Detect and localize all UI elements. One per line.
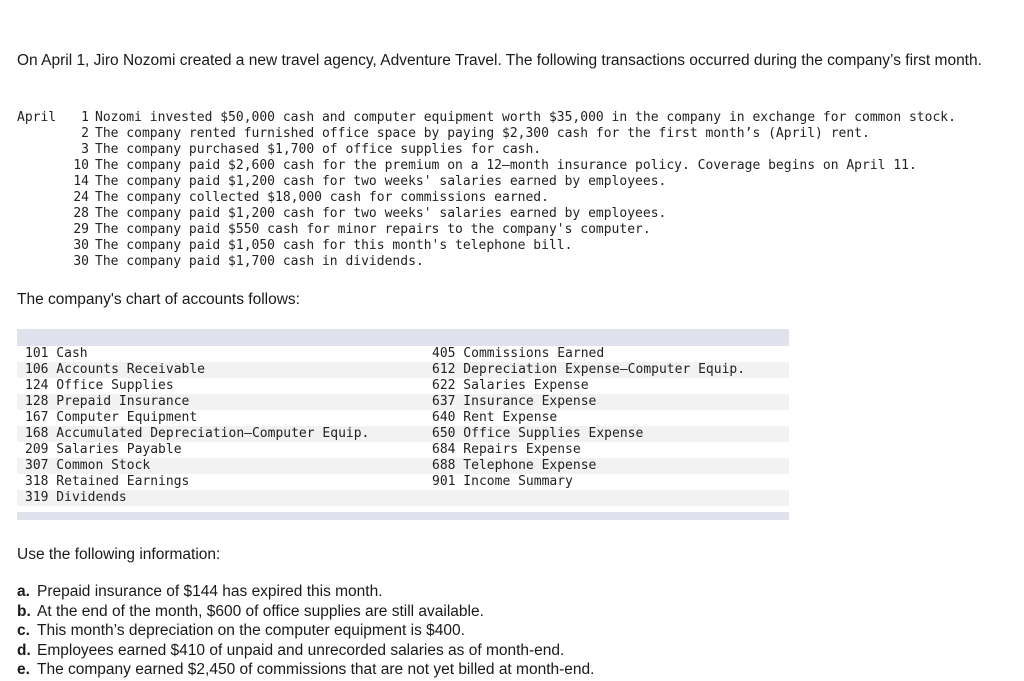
list-item: [17, 602, 594, 622]
account-left: 209 Salaries Payable: [25, 442, 182, 457]
item-text: This month’s depreciation on the computer equipment is $400.: [37, 622, 465, 639]
item-letter: b.: [17, 602, 31, 620]
item-text: The company earned $2,450 of commissions that are not yet billed at month-end.: [37, 661, 595, 678]
item-text: Employees earned $410 of unpaid and unrecorded salaries as of month-end.: [37, 641, 565, 659]
chart-of-accounts-table: [17, 329, 789, 520]
transaction-text: The company purchased $1,700 of office supplies for cash.: [95, 142, 542, 157]
transaction-text: The company rented furnished office space by paying $2,300 cash for the first month’s (April) rent.: [95, 126, 870, 141]
transaction-day: 28: [73, 206, 89, 221]
account-left: 124 Office Supplies: [25, 378, 174, 393]
account-right: 684 Repairs Expense: [432, 442, 581, 457]
transaction-row: [17, 206, 956, 222]
transaction-row: [17, 190, 956, 206]
account-left: 318 Retained Earnings: [25, 474, 190, 489]
table-row: [17, 410, 789, 426]
transaction-day: 24: [73, 190, 89, 205]
transaction-month: April: [17, 110, 57, 125]
account-left: 319 Dividends: [25, 490, 127, 505]
transaction-day: 29: [73, 222, 89, 237]
account-left: 128 Prepaid Insurance: [25, 394, 190, 409]
item-letter: a.: [17, 583, 30, 600]
item-text: At the end of the month, $600 of office supplies are still available.: [37, 602, 484, 620]
transaction-text: The company paid $1,200 cash for two weeks' salaries earned by employees.: [95, 174, 667, 189]
account-left: 106 Accounts Receivable: [25, 362, 206, 377]
table-footer-bar: [17, 512, 789, 520]
table-row: [17, 490, 789, 506]
transaction-day: 2: [81, 126, 89, 141]
chart-of-accounts-heading: The company's chart of accounts follows:: [17, 291, 300, 308]
transaction-day: 30: [73, 254, 89, 269]
transaction-row: [17, 238, 956, 254]
transaction-row: [17, 142, 956, 158]
transaction-text: The company paid $550 cash for minor repairs to the company's computer.: [95, 222, 651, 237]
transaction-row: [17, 126, 956, 142]
item-letter: e.: [17, 661, 30, 678]
table-row: [17, 346, 789, 362]
transaction-day: 14: [73, 174, 89, 189]
table-row: [17, 442, 789, 458]
transaction-row: [17, 174, 956, 190]
table-row: [17, 426, 789, 442]
account-right: 405 Commissions Earned: [432, 346, 605, 361]
table-row: [17, 378, 789, 394]
item-letter: d.: [17, 641, 31, 659]
transaction-text: The company paid $1,700 cash in dividends.: [95, 254, 424, 269]
account-left: 307 Common Stock: [25, 458, 151, 473]
account-right: 640 Rent Expense: [432, 410, 558, 425]
account-right: 901 Income Summary: [432, 474, 573, 489]
transaction-day: 1: [81, 110, 89, 125]
transaction-day: 30: [73, 238, 89, 253]
table-row: [17, 394, 789, 410]
transaction-row: [17, 254, 956, 270]
transaction-day: 10: [73, 158, 89, 173]
list-item: [17, 582, 594, 602]
transactions-list: [17, 110, 956, 270]
transaction-text: The company paid $1,200 cash for two weeks' salaries earned by employees.: [95, 206, 667, 221]
table-row: [17, 474, 789, 490]
list-item: [17, 621, 594, 641]
account-right: 622 Salaries Expense: [432, 378, 589, 393]
transaction-text: The company paid $2,600 cash for the premium on a 12–month insurance policy. Coverage begins on April 11.: [95, 158, 917, 173]
account-left: 101 Cash: [25, 346, 88, 361]
transaction-text: Nozomi invested $50,000 cash and computer equipment worth $35,000 in the company in exchange for common stock.: [95, 110, 956, 125]
list-item: [17, 660, 594, 680]
transaction-row: [17, 158, 956, 174]
account-right: 650 Office Supplies Expense: [432, 426, 644, 441]
table-header-bar: [17, 329, 789, 346]
information-heading: Use the following information:: [17, 546, 221, 563]
table-row: [17, 458, 789, 474]
information-list: [17, 582, 594, 680]
account-right: 637 Insurance Expense: [432, 394, 597, 409]
account-left: 167 Computer Equipment: [25, 410, 198, 425]
account-right: 612 Depreciation Expense—Computer Equip.: [432, 362, 746, 377]
transaction-row: [17, 110, 956, 126]
item-letter: c.: [17, 622, 30, 639]
account-left: 168 Accumulated Depreciation—Computer Equip.: [25, 426, 370, 441]
account-right: 688 Telephone Expense: [432, 458, 597, 473]
intro-paragraph: On April 1, Jiro Nozomi created a new travel agency, Adventure Travel. The following transactions occurred during the company’s first month.: [17, 52, 982, 69]
transaction-day: 3: [81, 142, 89, 157]
table-row: [17, 362, 789, 378]
transaction-row: [17, 222, 956, 238]
transaction-text: The company collected $18,000 cash for commissions earned.: [95, 190, 549, 205]
transaction-text: The company paid $1,050 cash for this month's telephone bill.: [95, 238, 573, 253]
item-text: Prepaid insurance of $144 has expired this month.: [37, 583, 383, 600]
list-item: [17, 641, 594, 661]
